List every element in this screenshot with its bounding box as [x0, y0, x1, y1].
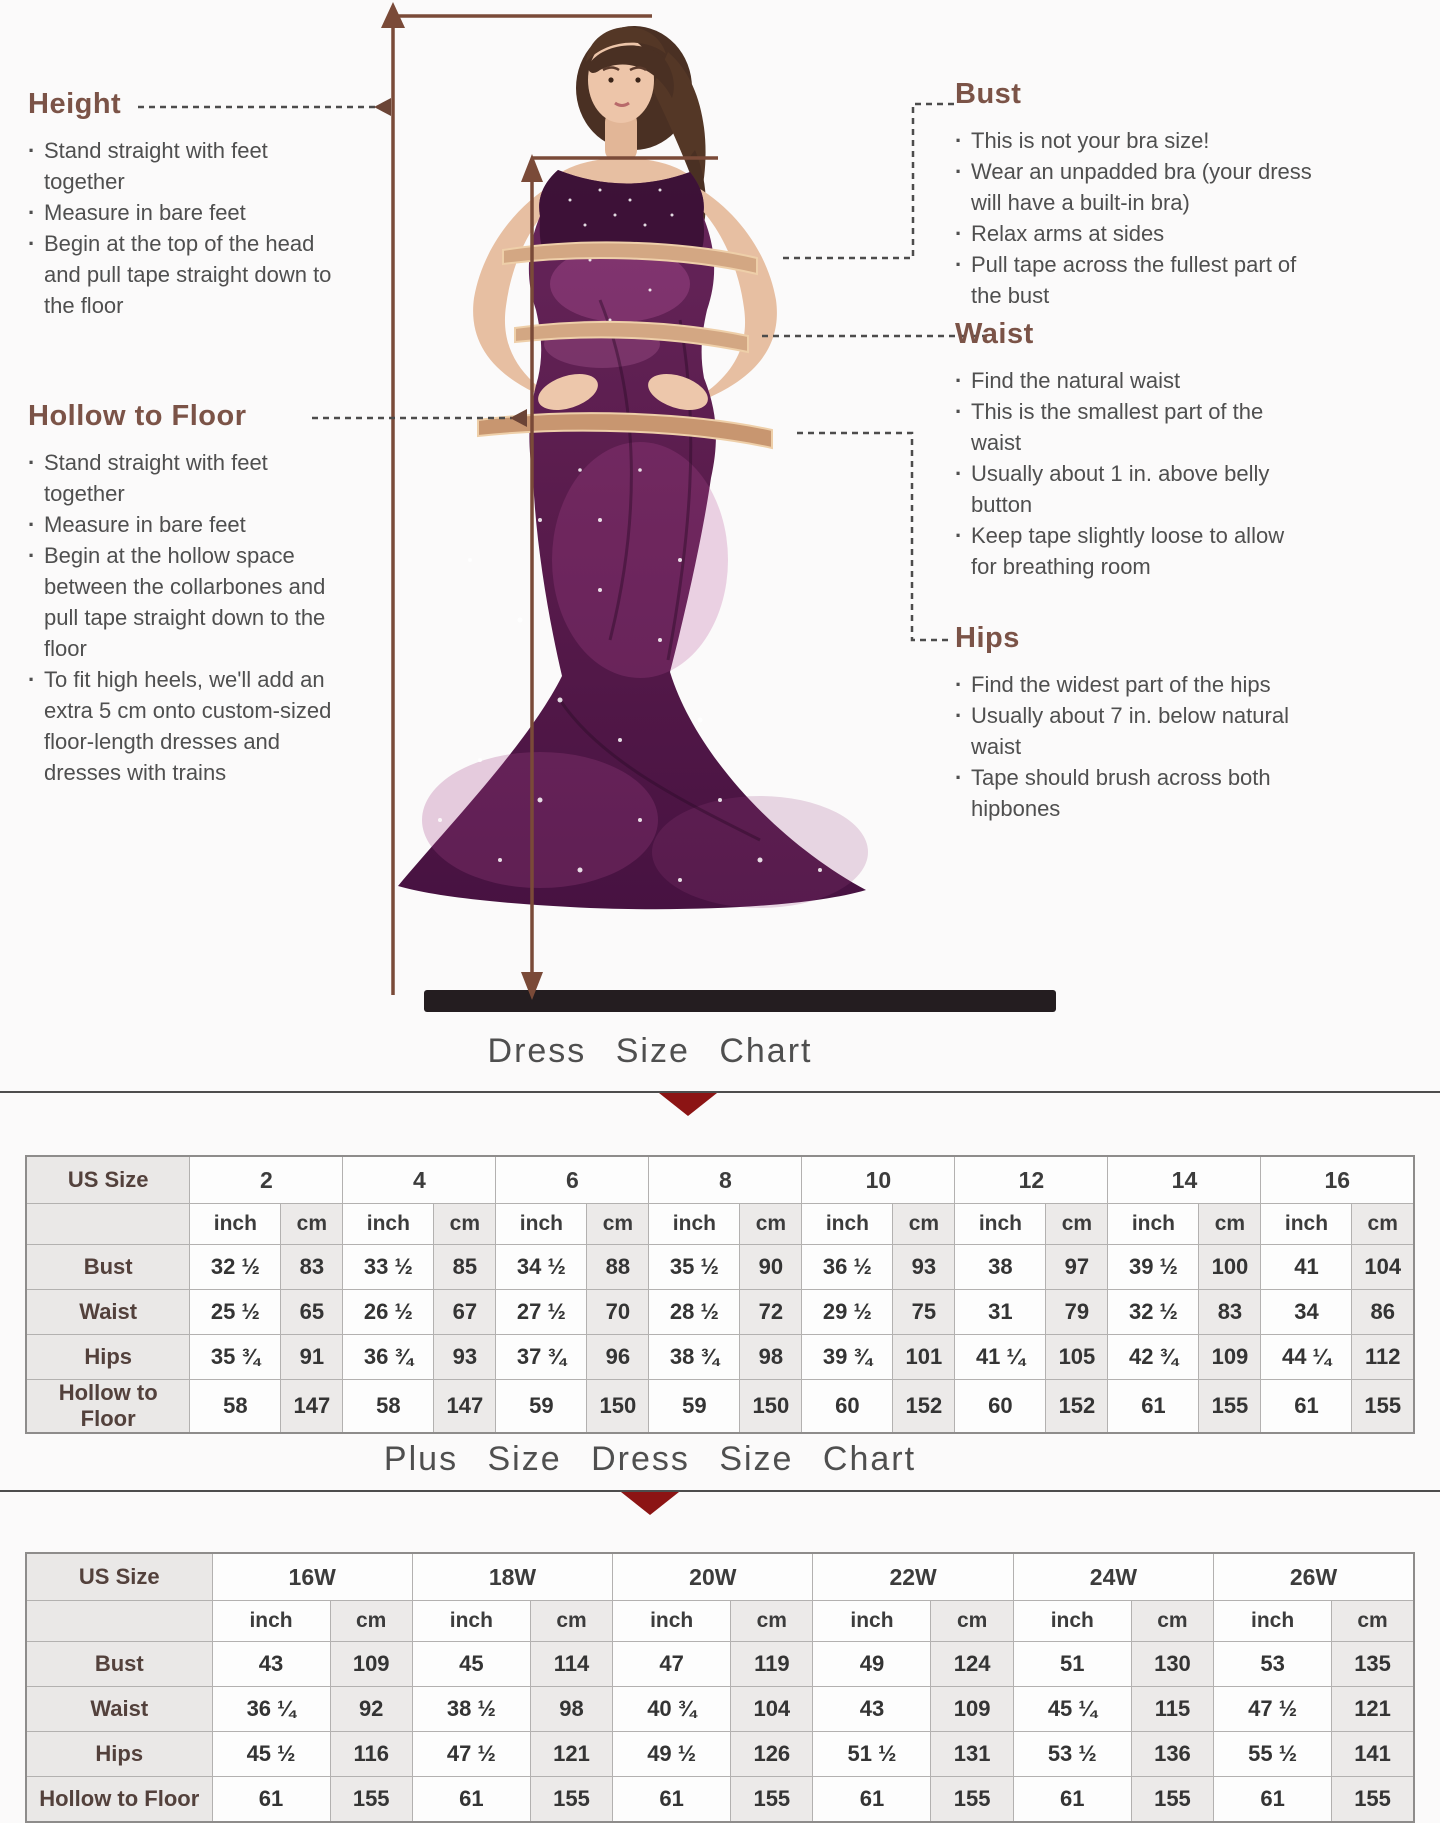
guide-bullet: [955, 125, 1315, 156]
bullet-dot: ·: [28, 231, 36, 256]
inch-value: 60: [802, 1380, 893, 1434]
guide-bullet: [955, 218, 1315, 249]
size-header-cell: 2: [190, 1156, 343, 1204]
inch-value: 31: [955, 1290, 1046, 1335]
unit-row: [26, 1601, 1414, 1642]
size-header-row: [26, 1553, 1414, 1601]
bullet-text: Usually about 1 in. above belly button: [971, 461, 1270, 517]
unit-row-spacer: [26, 1204, 190, 1245]
plus-size-chart-title: Plus Size Dress Size Chart: [383, 1440, 917, 1478]
cm-value: 116: [330, 1732, 412, 1777]
bullet-dot: ·: [28, 450, 36, 475]
inch-value: 51 ½: [813, 1732, 931, 1777]
inch-value: 44 ¼: [1261, 1335, 1352, 1380]
dress-size-table: [25, 1155, 1415, 1434]
bullet-text: Usually about 7 in. below natural waist: [971, 703, 1289, 759]
hips-bullets: [955, 669, 1315, 824]
inch-value: 45 ¼: [1013, 1687, 1131, 1732]
cm-value: 83: [281, 1245, 343, 1290]
bullet-text: Relax arms at sides: [971, 221, 1165, 246]
inch-value: 47: [613, 1642, 731, 1687]
cm-value: 124: [931, 1642, 1013, 1687]
inch-value: 26 ½: [343, 1290, 434, 1335]
inch-value: 37 ¾: [496, 1335, 587, 1380]
height-guide-section: [28, 88, 346, 321]
hips-guide-section: [955, 622, 1315, 824]
unit-inch-cell: inch: [1261, 1204, 1352, 1245]
bust-guide-section: [955, 78, 1315, 311]
inch-value: 53 ½: [1013, 1732, 1131, 1777]
inch-value: 36 ¼: [212, 1687, 330, 1732]
inch-value: 29 ½: [802, 1290, 893, 1335]
inch-value: 61: [1108, 1380, 1199, 1434]
cm-value: 86: [1352, 1290, 1414, 1335]
bullet-dot: ·: [955, 252, 963, 277]
unit-inch-cell: inch: [613, 1601, 731, 1642]
down-arrow-marker: [621, 1492, 679, 1515]
bullet-text: Find the widest part of the hips: [971, 672, 1271, 697]
cm-value: 85: [434, 1245, 496, 1290]
unit-inch-cell: inch: [813, 1601, 931, 1642]
hollow-to-floor-guide-section: [28, 400, 346, 788]
inch-value: 61: [813, 1777, 931, 1823]
unit-cm-cell: cm: [1199, 1204, 1261, 1245]
separator-line: [0, 1490, 1440, 1492]
inch-value: 59: [649, 1380, 740, 1434]
unit-cm-cell: cm: [587, 1204, 649, 1245]
inch-value: 32 ½: [190, 1245, 281, 1290]
bullet-text: Begin at the top of the head and pull tape straight down to the floor: [44, 231, 332, 318]
size-header-cell: 12: [955, 1156, 1108, 1204]
cm-value: 75: [893, 1290, 955, 1335]
size-header-cell: 14: [1108, 1156, 1261, 1204]
bullet-dot: ·: [955, 461, 963, 486]
guide-bullet: [955, 396, 1315, 458]
cm-value: 97: [1046, 1245, 1108, 1290]
cm-value: 119: [731, 1642, 813, 1687]
inch-value: 59: [496, 1380, 587, 1434]
cm-value: 155: [1352, 1380, 1414, 1434]
inch-value: 28 ½: [649, 1290, 740, 1335]
inch-value: 61: [1214, 1777, 1332, 1823]
bullet-text: To fit high heels, we'll add an extra 5 cm onto custom-sized floor-length dresses and dresses with trains: [44, 667, 332, 785]
inch-value: 39 ¾: [802, 1335, 893, 1380]
inch-value: 61: [613, 1777, 731, 1823]
inch-value: 58: [190, 1380, 281, 1434]
bullet-text: Find the natural waist: [971, 368, 1181, 393]
size-header-cell: 6: [496, 1156, 649, 1204]
unit-cm-cell: cm: [893, 1204, 955, 1245]
inch-value: 38 ½: [412, 1687, 530, 1732]
cm-value: 121: [530, 1732, 612, 1777]
unit-cm-cell: cm: [1046, 1204, 1108, 1245]
bullet-dot: ·: [955, 765, 963, 790]
unit-inch-cell: inch: [802, 1204, 893, 1245]
separator-line: [0, 1091, 1440, 1093]
inch-value: 47 ½: [412, 1732, 530, 1777]
bullet-dot: ·: [955, 523, 963, 548]
inch-value: 51: [1013, 1642, 1131, 1687]
cm-value: 65: [281, 1290, 343, 1335]
unit-inch-cell: inch: [212, 1601, 330, 1642]
size-header-cell: 20W: [613, 1553, 813, 1601]
cm-value: 147: [281, 1380, 343, 1434]
cm-value: 98: [530, 1687, 612, 1732]
model-eye-right: [635, 77, 640, 82]
height-bullets: [28, 135, 346, 321]
size-header-cell: 18W: [412, 1553, 612, 1601]
cm-value: 93: [434, 1335, 496, 1380]
inch-value: 41: [1261, 1245, 1352, 1290]
cm-value: 105: [1046, 1335, 1108, 1380]
waist-heading: Waist: [955, 318, 1034, 350]
cm-value: 155: [1199, 1380, 1261, 1434]
inch-value: 61: [1261, 1380, 1352, 1434]
cm-value: 152: [893, 1380, 955, 1434]
inch-value: 49: [813, 1642, 931, 1687]
cm-value: 130: [1131, 1642, 1213, 1687]
unit-cm-cell: cm: [931, 1601, 1013, 1642]
cm-value: 155: [1332, 1777, 1414, 1823]
measure-label: Hollow to Floor: [26, 1777, 212, 1823]
guide-bullet: [955, 249, 1315, 311]
guide-bullet: [955, 520, 1315, 582]
inch-value: 32 ½: [1108, 1290, 1199, 1335]
guide-bullet: [955, 700, 1315, 762]
guide-bullet: [28, 509, 346, 540]
measure-row: [26, 1732, 1414, 1777]
unit-inch-cell: inch: [496, 1204, 587, 1245]
measure-row: [26, 1777, 1414, 1823]
cm-value: 109: [931, 1687, 1013, 1732]
cm-value: 152: [1046, 1380, 1108, 1434]
plus-size-table: [25, 1552, 1415, 1823]
cm-value: 155: [731, 1777, 813, 1823]
height-heading: Height: [28, 88, 122, 120]
unit-cm-cell: cm: [330, 1601, 412, 1642]
guide-bullet: [28, 540, 346, 664]
inch-value: 43: [212, 1642, 330, 1687]
cm-value: 101: [893, 1335, 955, 1380]
cm-value: 155: [931, 1777, 1013, 1823]
bullet-text: Pull tape across the fullest part of the bust: [971, 252, 1297, 308]
unit-cm-cell: cm: [530, 1601, 612, 1642]
cm-value: 96: [587, 1335, 649, 1380]
inch-value: 45: [412, 1642, 530, 1687]
cm-value: 126: [731, 1732, 813, 1777]
cm-value: 100: [1199, 1245, 1261, 1290]
size-header-row: [26, 1156, 1414, 1204]
floor-shadow: [424, 990, 1056, 1012]
inch-value: 61: [412, 1777, 530, 1823]
measure-row: [26, 1245, 1414, 1290]
unit-inch-cell: inch: [1214, 1601, 1332, 1642]
cm-value: 135: [1332, 1642, 1414, 1687]
down-arrow-marker: [659, 1093, 717, 1116]
unit-cm-cell: cm: [1332, 1601, 1414, 1642]
inch-value: 39 ½: [1108, 1245, 1199, 1290]
cm-value: 115: [1131, 1687, 1213, 1732]
hips-heading: Hips: [955, 622, 1020, 654]
bullet-dot: ·: [955, 703, 963, 728]
inch-value: 35 ½: [649, 1245, 740, 1290]
inch-value: 49 ½: [613, 1732, 731, 1777]
size-header-cell: 4: [343, 1156, 496, 1204]
inch-value: 36 ½: [802, 1245, 893, 1290]
size-header-cell: 24W: [1013, 1553, 1213, 1601]
unit-cm-cell: cm: [281, 1204, 343, 1245]
measure-row: [26, 1290, 1414, 1335]
inch-value: 36 ¾: [343, 1335, 434, 1380]
inch-value: 61: [212, 1777, 330, 1823]
inch-value: 61: [1013, 1777, 1131, 1823]
hips-connector: [797, 433, 952, 640]
size-header-cell: 22W: [813, 1553, 1013, 1601]
bullet-dot: ·: [955, 399, 963, 424]
cm-value: 93: [893, 1245, 955, 1290]
unit-row: [26, 1204, 1414, 1245]
unit-cm-cell: cm: [740, 1204, 802, 1245]
size-header-cell: 10: [802, 1156, 955, 1204]
unit-inch-cell: inch: [649, 1204, 740, 1245]
measure-label: Bust: [26, 1642, 212, 1687]
cm-value: 98: [740, 1335, 802, 1380]
cm-value: 121: [1332, 1687, 1414, 1732]
measure-label: Hips: [26, 1732, 212, 1777]
inch-value: 38 ¾: [649, 1335, 740, 1380]
inch-value: 33 ½: [343, 1245, 434, 1290]
unit-cm-cell: cm: [1131, 1601, 1213, 1642]
inch-value: 25 ½: [190, 1290, 281, 1335]
guide-bullet: [955, 669, 1315, 700]
measure-row: [26, 1335, 1414, 1380]
inch-value: 27 ½: [496, 1290, 587, 1335]
hollow-to-floor-heading: Hollow to Floor: [28, 400, 247, 432]
measure-label: Hips: [26, 1335, 190, 1380]
bullet-dot: ·: [955, 128, 963, 153]
bullet-text: Wear an unpadded bra (your dress will have a built-in bra): [971, 159, 1312, 215]
inch-value: 58: [343, 1380, 434, 1434]
unit-inch-cell: inch: [955, 1204, 1046, 1245]
bullet-dot: ·: [28, 138, 36, 163]
inch-value: 45 ½: [212, 1732, 330, 1777]
inch-value: 41 ¼: [955, 1335, 1046, 1380]
measure-label: Waist: [26, 1687, 212, 1732]
guide-bullet: [955, 365, 1315, 396]
bullet-dot: ·: [955, 159, 963, 184]
bullet-text: Stand straight with feet together: [44, 450, 268, 506]
unit-inch-cell: inch: [1108, 1204, 1199, 1245]
cm-value: 114: [530, 1642, 612, 1687]
bullet-text: Measure in bare feet: [44, 512, 246, 537]
height-connector-arrowhead: [374, 98, 391, 116]
corner-label: US Size: [26, 1156, 190, 1204]
cm-value: 136: [1131, 1732, 1213, 1777]
guide-bullet: [28, 135, 346, 197]
bullet-dot: ·: [955, 368, 963, 393]
cm-value: 83: [1199, 1290, 1261, 1335]
unit-inch-cell: inch: [343, 1204, 434, 1245]
inch-value: 55 ½: [1214, 1732, 1332, 1777]
size-header-cell: 26W: [1214, 1553, 1414, 1601]
bullet-dot: ·: [28, 512, 36, 537]
bullet-text: This is the smallest part of the waist: [971, 399, 1264, 455]
bullet-dot: ·: [955, 672, 963, 697]
unit-inch-cell: inch: [412, 1601, 530, 1642]
corner-label: US Size: [26, 1553, 212, 1601]
dress-size-chart-title: Dress Size Chart: [487, 1032, 813, 1070]
bullet-dot: ·: [28, 667, 36, 692]
size-header-cell: 8: [649, 1156, 802, 1204]
bust-bullets: [955, 125, 1315, 311]
bust-connector: [783, 104, 956, 258]
bullet-text: Stand straight with feet together: [44, 138, 268, 194]
bullet-dot: ·: [28, 543, 36, 568]
guide-bullet: [955, 762, 1315, 824]
inch-value: 42 ¾: [1108, 1335, 1199, 1380]
cm-value: 109: [1199, 1335, 1261, 1380]
cm-value: 67: [434, 1290, 496, 1335]
cm-value: 155: [530, 1777, 612, 1823]
measure-row: [26, 1687, 1414, 1732]
inch-value: 40 ¾: [613, 1687, 731, 1732]
cm-value: 91: [281, 1335, 343, 1380]
hollow-to-floor-bullets: [28, 447, 346, 788]
inch-value: 34 ½: [496, 1245, 587, 1290]
cm-value: 72: [740, 1290, 802, 1335]
bullet-dot: ·: [955, 221, 963, 246]
inch-value: 53: [1214, 1642, 1332, 1687]
bullet-text: Begin at the hollow space between the collarbones and pull tape straight down to the floor: [44, 543, 326, 661]
cm-value: 104: [1352, 1245, 1414, 1290]
guide-bullet: [28, 228, 346, 321]
cm-value: 155: [330, 1777, 412, 1823]
unit-cm-cell: cm: [731, 1601, 813, 1642]
cm-value: 112: [1352, 1335, 1414, 1380]
cm-value: 109: [330, 1642, 412, 1687]
cm-value: 155: [1131, 1777, 1213, 1823]
guide-bullet: [28, 197, 346, 228]
unit-cm-cell: cm: [1352, 1204, 1414, 1245]
inch-value: 38: [955, 1245, 1046, 1290]
cm-value: 131: [931, 1732, 1013, 1777]
inch-value: 35 ¾: [190, 1335, 281, 1380]
unit-inch-cell: inch: [190, 1204, 281, 1245]
bullet-text: Measure in bare feet: [44, 200, 246, 225]
guide-bullet: [955, 156, 1315, 218]
cm-value: 150: [740, 1380, 802, 1434]
unit-inch-cell: inch: [1013, 1601, 1131, 1642]
inch-value: 47 ½: [1214, 1687, 1332, 1732]
cm-value: 147: [434, 1380, 496, 1434]
bullet-text: Keep tape slightly loose to allow for breathing room: [971, 523, 1285, 579]
measure-row: [26, 1642, 1414, 1687]
inch-value: 60: [955, 1380, 1046, 1434]
measure-label: Bust: [26, 1245, 190, 1290]
waist-bullets: [955, 365, 1315, 582]
inch-value: 34: [1261, 1290, 1352, 1335]
cm-value: 90: [740, 1245, 802, 1290]
cm-value: 141: [1332, 1732, 1414, 1777]
unit-cm-cell: cm: [434, 1204, 496, 1245]
size-header-cell: 16: [1261, 1156, 1414, 1204]
cm-value: 104: [731, 1687, 813, 1732]
cm-value: 92: [330, 1687, 412, 1732]
bust-heading: Bust: [955, 78, 1022, 110]
bullet-dot: ·: [28, 200, 36, 225]
unit-row-spacer: [26, 1601, 212, 1642]
bullet-text: Tape should brush across both hipbones: [971, 765, 1271, 821]
model-eye-left: [608, 77, 613, 82]
guide-bullet: [28, 447, 346, 509]
measure-label: Waist: [26, 1290, 190, 1335]
guide-bullet: [955, 458, 1315, 520]
cm-value: 88: [587, 1245, 649, 1290]
inch-value: 43: [813, 1687, 931, 1732]
guide-bullet: [28, 664, 346, 788]
measure-row: [26, 1380, 1414, 1434]
cm-value: 150: [587, 1380, 649, 1434]
waist-guide-section: [955, 318, 1315, 582]
measure-label: Hollow to Floor: [26, 1380, 190, 1434]
cm-value: 70: [587, 1290, 649, 1335]
bullet-text: This is not your bra size!: [971, 128, 1210, 153]
size-header-cell: 16W: [212, 1553, 412, 1601]
cm-value: 79: [1046, 1290, 1108, 1335]
